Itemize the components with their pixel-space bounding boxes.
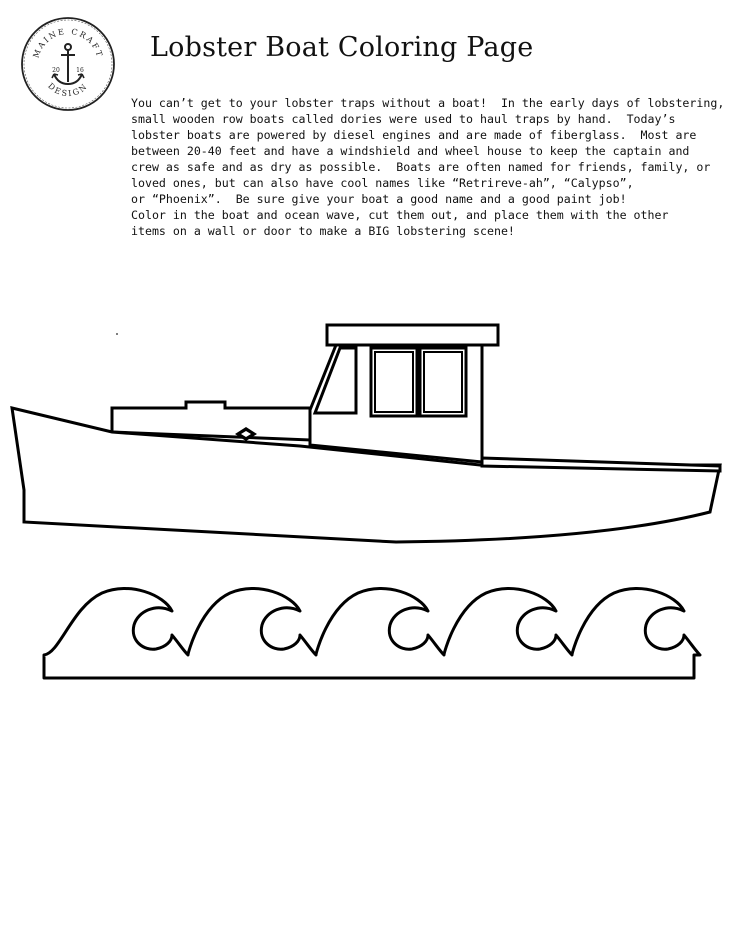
logo-bottom-text: DESIGN (46, 81, 90, 99)
description-paragraph (131, 95, 731, 239)
logo-year-right: 16 (76, 67, 84, 74)
boat-roof (327, 325, 498, 345)
page-title: Lobster Boat Coloring Page (150, 32, 534, 63)
paragraph-line: items on a wall or door to make a BIG lobstering scene! (131, 224, 515, 238)
boat-window (420, 348, 466, 416)
paragraph-line: You can’t get to your lobster traps without a boat! In the early days of lobstering, (131, 96, 725, 110)
maine-craft-design-logo (20, 16, 116, 112)
paragraph-line: Color in the boat and ocean wave, cut them out, and place them with the other (131, 208, 669, 222)
paragraph-line: lobster boats are powered by diesel engines and are made of fiberglass. Most are (131, 128, 697, 142)
ocean-wave-outline (0, 570, 736, 700)
logo-year-left: 20 (52, 67, 60, 74)
anchor-icon (52, 44, 84, 84)
paragraph-line: loved ones, but can also have cool names like “Retrireve-ah”, “Calypso”, (131, 176, 634, 190)
logo-top-text: MAINE CRAFT (31, 26, 105, 60)
paragraph-line: small wooden row boats called dories were used to haul traps by hand. Today’s (131, 112, 676, 126)
boat-window (371, 348, 417, 416)
paragraph-line: between 20-40 feet and have a windshield and wheel house to keep the captain and (131, 144, 690, 158)
lobster-boat-outline (0, 300, 736, 560)
paragraph-line: or “Phoenix”. Be sure give your boat a good name and a good paint job! (131, 192, 627, 206)
wave-shape (44, 588, 700, 678)
paragraph-line: crew as safe and as dry as possible. Boats are often named for friends, family, or (131, 160, 711, 174)
